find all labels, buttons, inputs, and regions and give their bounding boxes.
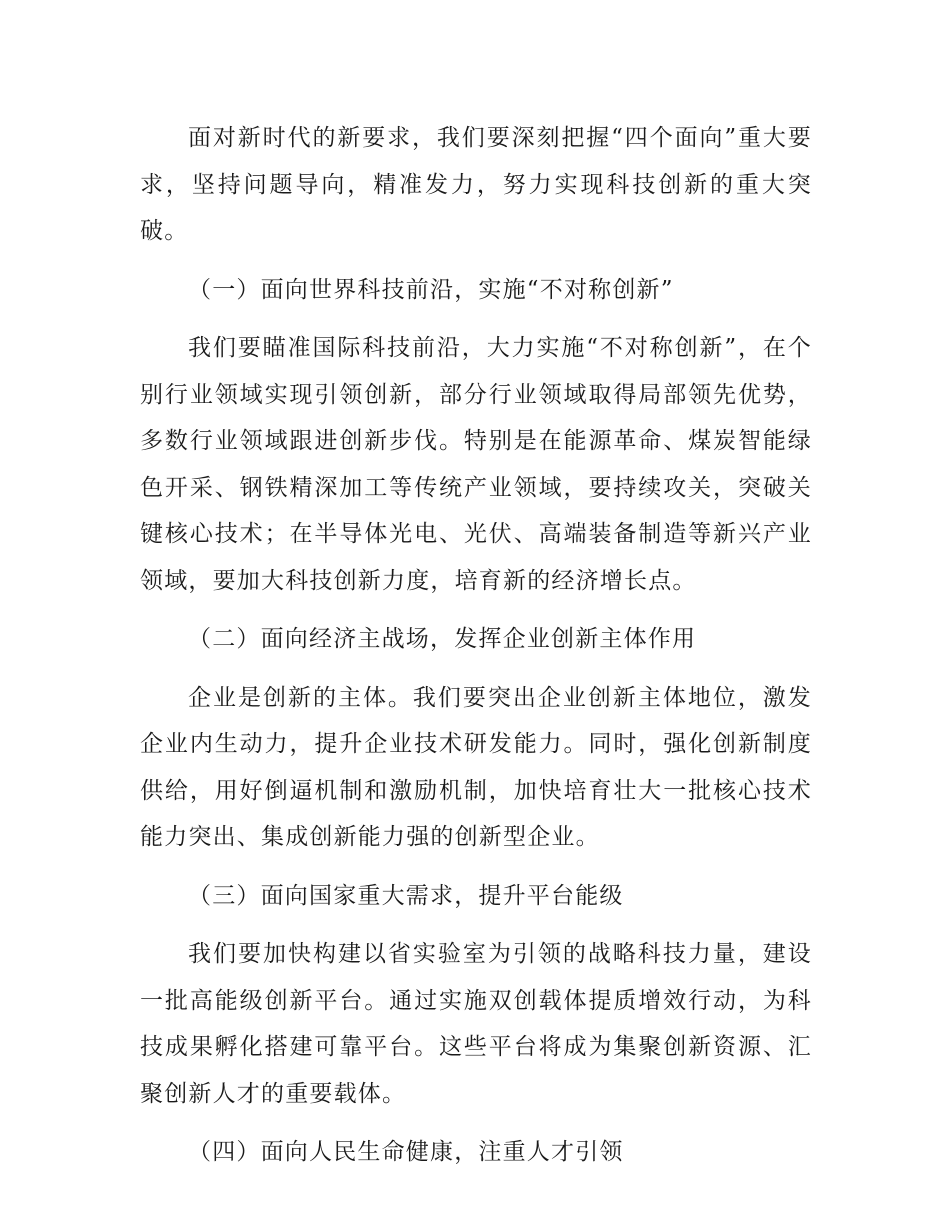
section-3-paragraph: 我们要加快构建以省实验室为引领的战略科技力量，建设一批高能级创新平台。通过实施双创载体提质增效行动，为科技成果孵化搭建可靠平台。这些平台将成为集聚创新资源、汇聚创新人才的重要载体。 xyxy=(140,941,812,1107)
section-heading-4: （四）面向人民生命健康，注重人才引领 xyxy=(188,1139,624,1165)
section-1-paragraph: 我们要瞄准国际科技前沿，大力实施“不对称创新”，在个别行业领域实现引领创新，部分行业领域取得局部领先优势，多数行业领域跟进创新步伐。特别是在能源革命、煤炭智能绿色开采、钢铁精深加工等传统产业领域，要持续攻关，突破关键核心技术；在半导体光电、光伏、高端装备制造等新兴产业领域，要加大科技创新力度，培育新的经济增长点。 xyxy=(140,335,812,594)
document-body xyxy=(140,115,812,1188)
section-heading-1: （一）面向世界科技前沿，实施“不对称创新” xyxy=(188,276,674,303)
section-2-paragraph: 企业是创新的主体。我们要突出企业创新主体地位，激发企业内生动力，提升企业技术研发能力。同时，强化创新制度供给，用好倒逼机制和激励机制，加快培育壮大一批核心技术能力突出、集成创新能力强的创新型企业。 xyxy=(140,684,812,850)
section-heading-3: （三）面向国家重大需求，提升平台能级 xyxy=(188,882,624,909)
section-heading-2: （二）面向经济主战场，发挥企业创新主体作用 xyxy=(188,626,697,652)
intro-paragraph: 面对新时代的新要求，我们要深刻把握“四个面向”重大要求，坚持问题导向，精准发力，努力实现科技创新的重大突破。 xyxy=(140,125,812,244)
